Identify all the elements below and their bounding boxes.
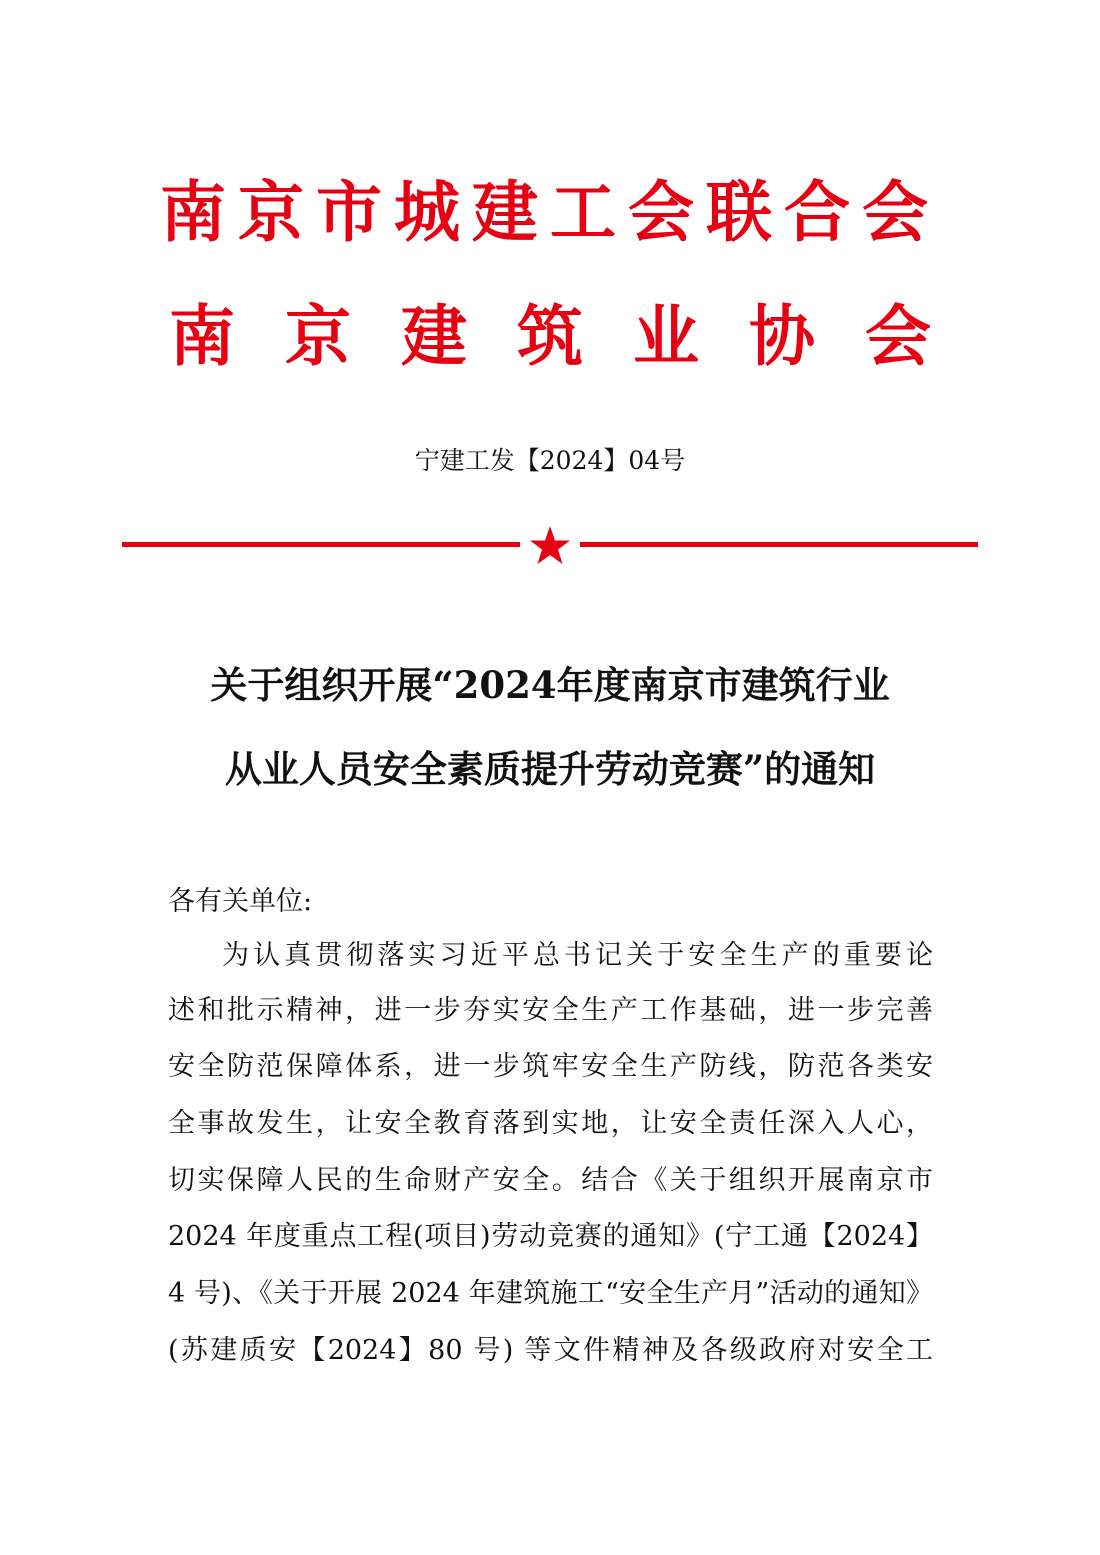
issuer-name-1: 南京市城建工会联合会	[160, 173, 940, 251]
red-divider-left	[122, 542, 520, 547]
body-line-3: 安全防范保障体系，进一步筑牢安全生产防线，防范各类安	[168, 1051, 933, 1082]
red-star-icon	[528, 524, 572, 568]
issuer-name-2: 南京建筑业协会	[169, 297, 981, 375]
body-line-6: 2024 年度重点工程(项目)劳动竞赛的通知》(宁工通【2024】	[168, 1221, 933, 1252]
body-line-8: (苏建质安【2024】80 号) 等文件精神及各级政府对安全工	[168, 1335, 933, 1366]
body-line-1: 为认真贯彻落实习近平总书记关于安全生产的重要论	[222, 940, 933, 971]
document-number: 宁建工发【2024】04号	[414, 446, 686, 475]
body-line-7: 4 号)、《关于开展 2024 年建筑施工“安全生产月”活动的通知》	[168, 1278, 933, 1309]
red-divider-right	[580, 542, 978, 547]
salutation: 各有关单位:	[168, 886, 313, 917]
body-line-4: 全事故发生，让安全教育落到实地，让安全责任深入人心，	[168, 1108, 933, 1139]
body-line-2: 述和批示精神，进一步夯实安全生产工作基础，进一步完善	[168, 995, 933, 1026]
body-line-5: 切实保障人民的生命财产安全。结合《关于组织开展南京市	[168, 1165, 933, 1196]
document-title-line-2: 从业人员安全素质提升劳动竞赛”的通知	[224, 747, 876, 791]
document-title-line-1: 关于组织开展“2024年度南京市建筑行业	[210, 663, 890, 707]
